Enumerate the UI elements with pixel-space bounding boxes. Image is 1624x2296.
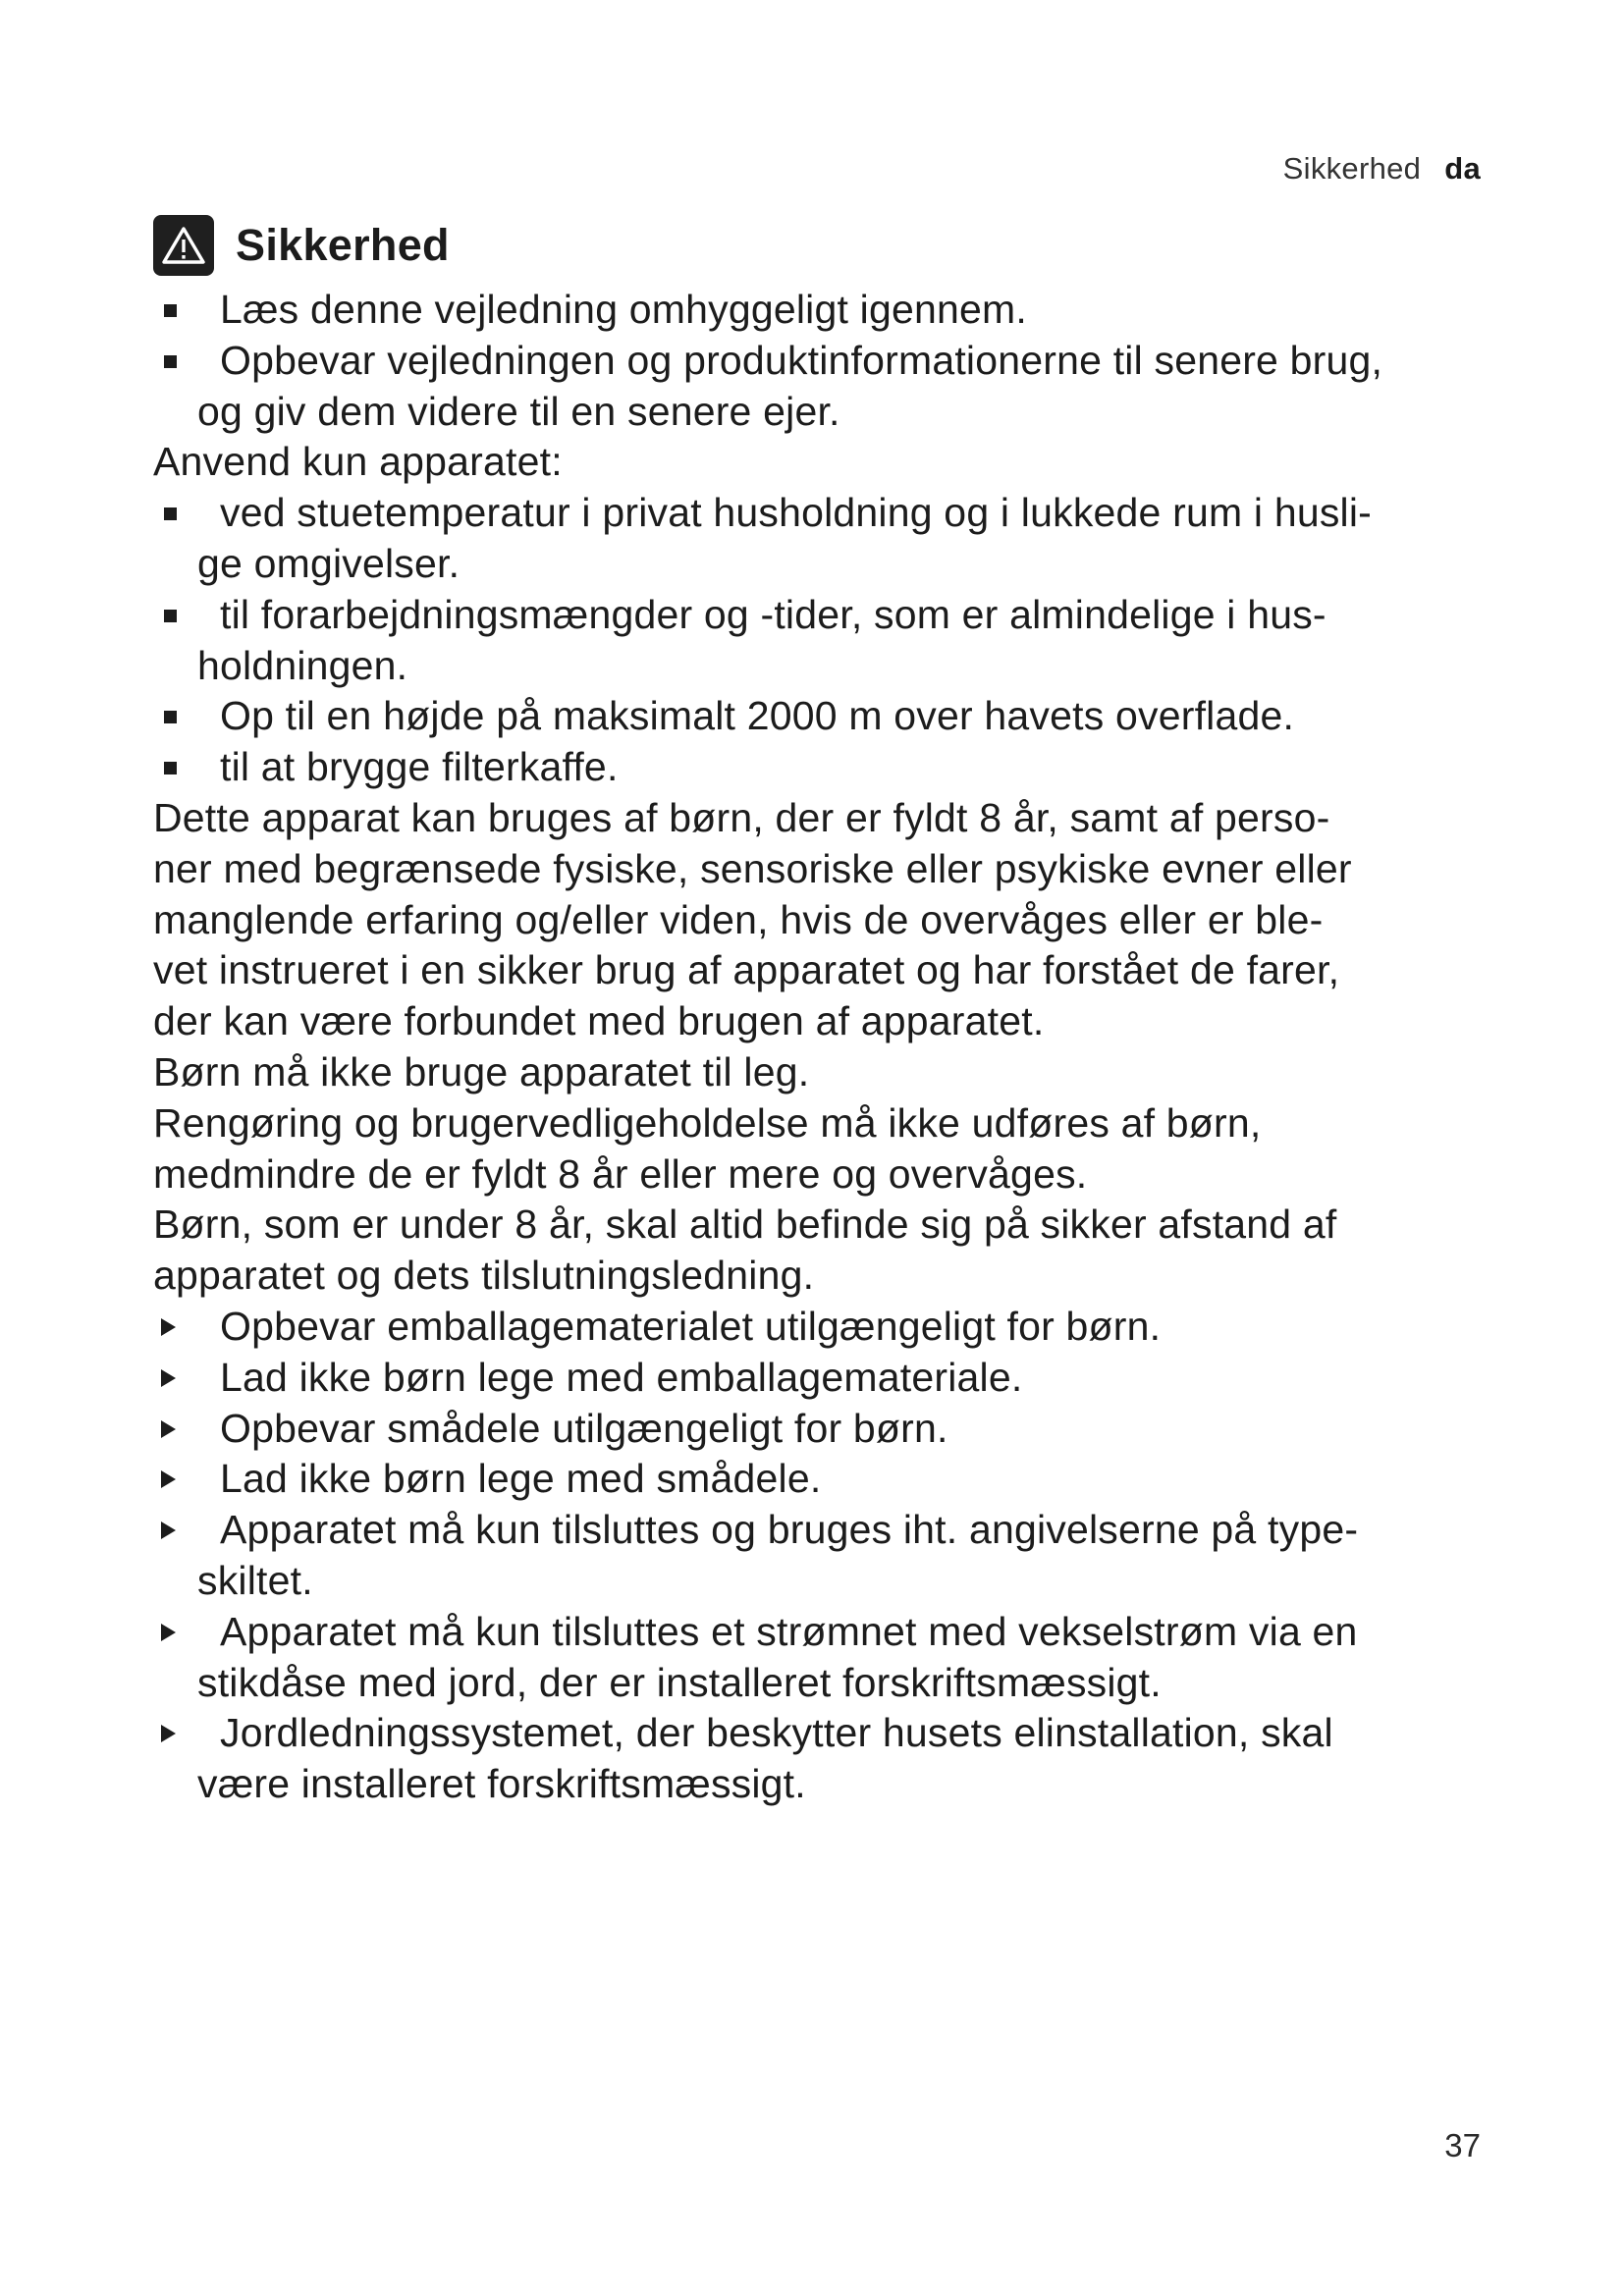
- usage-bullet-item: [153, 488, 1528, 539]
- instruction-item: [153, 1708, 1528, 1759]
- arrow-bullet-icon: [161, 1470, 176, 1488]
- body-paragraphs: [153, 793, 1528, 1302]
- intro-bullet-item: [153, 285, 1528, 336]
- section-heading: [153, 210, 1528, 281]
- instruction-item-text: være installeret forskriftsmæssigt.: [197, 1761, 806, 1807]
- square-bullet-icon: [164, 507, 177, 520]
- paragraph-line: Dette apparat kan bruges af børn, der er fyldt 8 år, samt af perso-: [153, 794, 1330, 840]
- usage-bullet-item: [153, 691, 1528, 742]
- usage-bullet-item: [153, 742, 1528, 793]
- square-bullet-icon: [164, 610, 177, 622]
- main-content: [153, 210, 1528, 1810]
- running-header: [1283, 149, 1481, 188]
- instruction-item: [153, 1353, 1528, 1404]
- paragraph: [153, 793, 1528, 1047]
- usage-bullet-item-text: ved stuetemperatur i privat husholdning og i lukkede rum i husli-: [220, 490, 1372, 536]
- usage-bullet-item-continuation: [153, 539, 1528, 590]
- arrow-bullet-icon: [161, 1624, 176, 1641]
- paragraph-line: ner med begrænsede fysiske, sensoriske eller psykiske evner eller: [153, 845, 1352, 891]
- instruction-item-continuation: [153, 1658, 1528, 1709]
- header-section-title: Sikkerhed: [1282, 151, 1422, 186]
- arrow-bullet-icon: [161, 1522, 176, 1539]
- paragraph: [153, 1098, 1528, 1201]
- paragraph-line: Børn må ikke bruge apparatet til leg.: [153, 1048, 810, 1095]
- instruction-item-text: Jordledningssystemet, der beskytter husets elinstallation, skal: [220, 1710, 1333, 1756]
- use-intro-text: Anvend kun apparatet:: [153, 439, 563, 485]
- intro-bullet-item: [153, 336, 1528, 387]
- instruction-item-text: Lad ikke børn lege med smådele.: [220, 1456, 822, 1502]
- usage-bullet-item-continuation: [153, 641, 1528, 692]
- usage-bullet-item-text: Op til en højde på maksimalt 2000 m over havets overflade.: [220, 693, 1295, 739]
- instruction-item-text: skiltet.: [197, 1557, 313, 1603]
- page-number: 37: [1444, 2127, 1481, 2163]
- page-title: Sikkerhed: [236, 220, 450, 270]
- square-bullet-icon: [164, 711, 177, 723]
- instruction-item: [153, 1302, 1528, 1353]
- instruction-item: [153, 1505, 1528, 1556]
- paragraph-line: vet instrueret i en sikker brug af apparatet og har forstået de farer,: [153, 947, 1340, 993]
- usage-bullet-list: [153, 488, 1528, 793]
- paragraph-line: medmindre de er fyldt 8 år eller mere og overvåges.: [153, 1150, 1088, 1197]
- intro-bullet-item-text: Læs denne vejledning omhyggeligt igennem.: [220, 287, 1027, 332]
- paragraph: [153, 1047, 1528, 1098]
- usage-bullet-item: [153, 590, 1528, 641]
- paragraph-line: der kan være forbundet med brugen af apparatet.: [153, 998, 1045, 1044]
- warning-icon: [153, 215, 214, 276]
- instruction-item-continuation: [153, 1556, 1528, 1607]
- arrow-bullet-icon: [161, 1369, 176, 1387]
- usage-bullet-item-text: til forarbejdningsmængder og -tider, som er almindelige i hus-: [220, 591, 1326, 637]
- instruction-list: [153, 1302, 1528, 1810]
- paragraph-line: manglende erfaring og/eller viden, hvis de overvåges eller er ble-: [153, 896, 1324, 942]
- instruction-item-continuation: [153, 1759, 1528, 1810]
- usage-bullet-item-text: til at brygge filterkaffe.: [220, 744, 619, 790]
- instruction-item-text: Opbevar smådele utilgængeligt for børn.: [220, 1405, 948, 1451]
- arrow-bullet-icon: [161, 1318, 176, 1336]
- intro-bullet-item-continuation: [153, 387, 1528, 438]
- usage-bullet-item-text: ge omgivelser.: [197, 540, 460, 586]
- instruction-item-text: stikdåse med jord, der er installeret forskriftsmæssigt.: [197, 1659, 1162, 1705]
- instruction-item-text: Apparatet må kun tilsluttes og bruges iht. angivelserne på type-: [220, 1507, 1359, 1553]
- instruction-item-text: Opbevar emballagematerialet utilgængeligt for børn.: [220, 1303, 1162, 1349]
- intro-bullet-list: [153, 285, 1528, 437]
- header-language-code: da: [1444, 151, 1481, 186]
- instruction-item: [153, 1607, 1528, 1658]
- arrow-bullet-icon: [161, 1420, 176, 1438]
- paragraph: [153, 1200, 1528, 1302]
- square-bullet-icon: [164, 355, 177, 368]
- instruction-item-text: Apparatet må kun tilsluttes et strømnet med vekselstrøm via en: [220, 1608, 1358, 1654]
- instruction-item-text: Lad ikke børn lege med emballagemateriale.: [220, 1354, 1023, 1400]
- paragraph-line: Rengøring og brugervedligeholdelse må ikke udføres af børn,: [153, 1099, 1262, 1146]
- intro-bullet-item-text: og giv dem videre til en senere ejer.: [197, 388, 840, 434]
- square-bullet-icon: [164, 304, 177, 317]
- intro-bullet-item-text: Opbevar vejledningen og produktinformationerne til senere brug,: [220, 337, 1383, 383]
- usage-bullet-item-text: holdningen.: [197, 642, 408, 688]
- instruction-item: [153, 1454, 1528, 1505]
- arrow-bullet-icon: [161, 1725, 176, 1742]
- paragraph-line: Børn, som er under 8 år, skal altid befinde sig på sikker afstand af: [153, 1201, 1337, 1248]
- instruction-item: [153, 1404, 1528, 1455]
- paragraph-line: apparatet og dets tilslutningsledning.: [153, 1253, 815, 1299]
- square-bullet-icon: [164, 762, 177, 774]
